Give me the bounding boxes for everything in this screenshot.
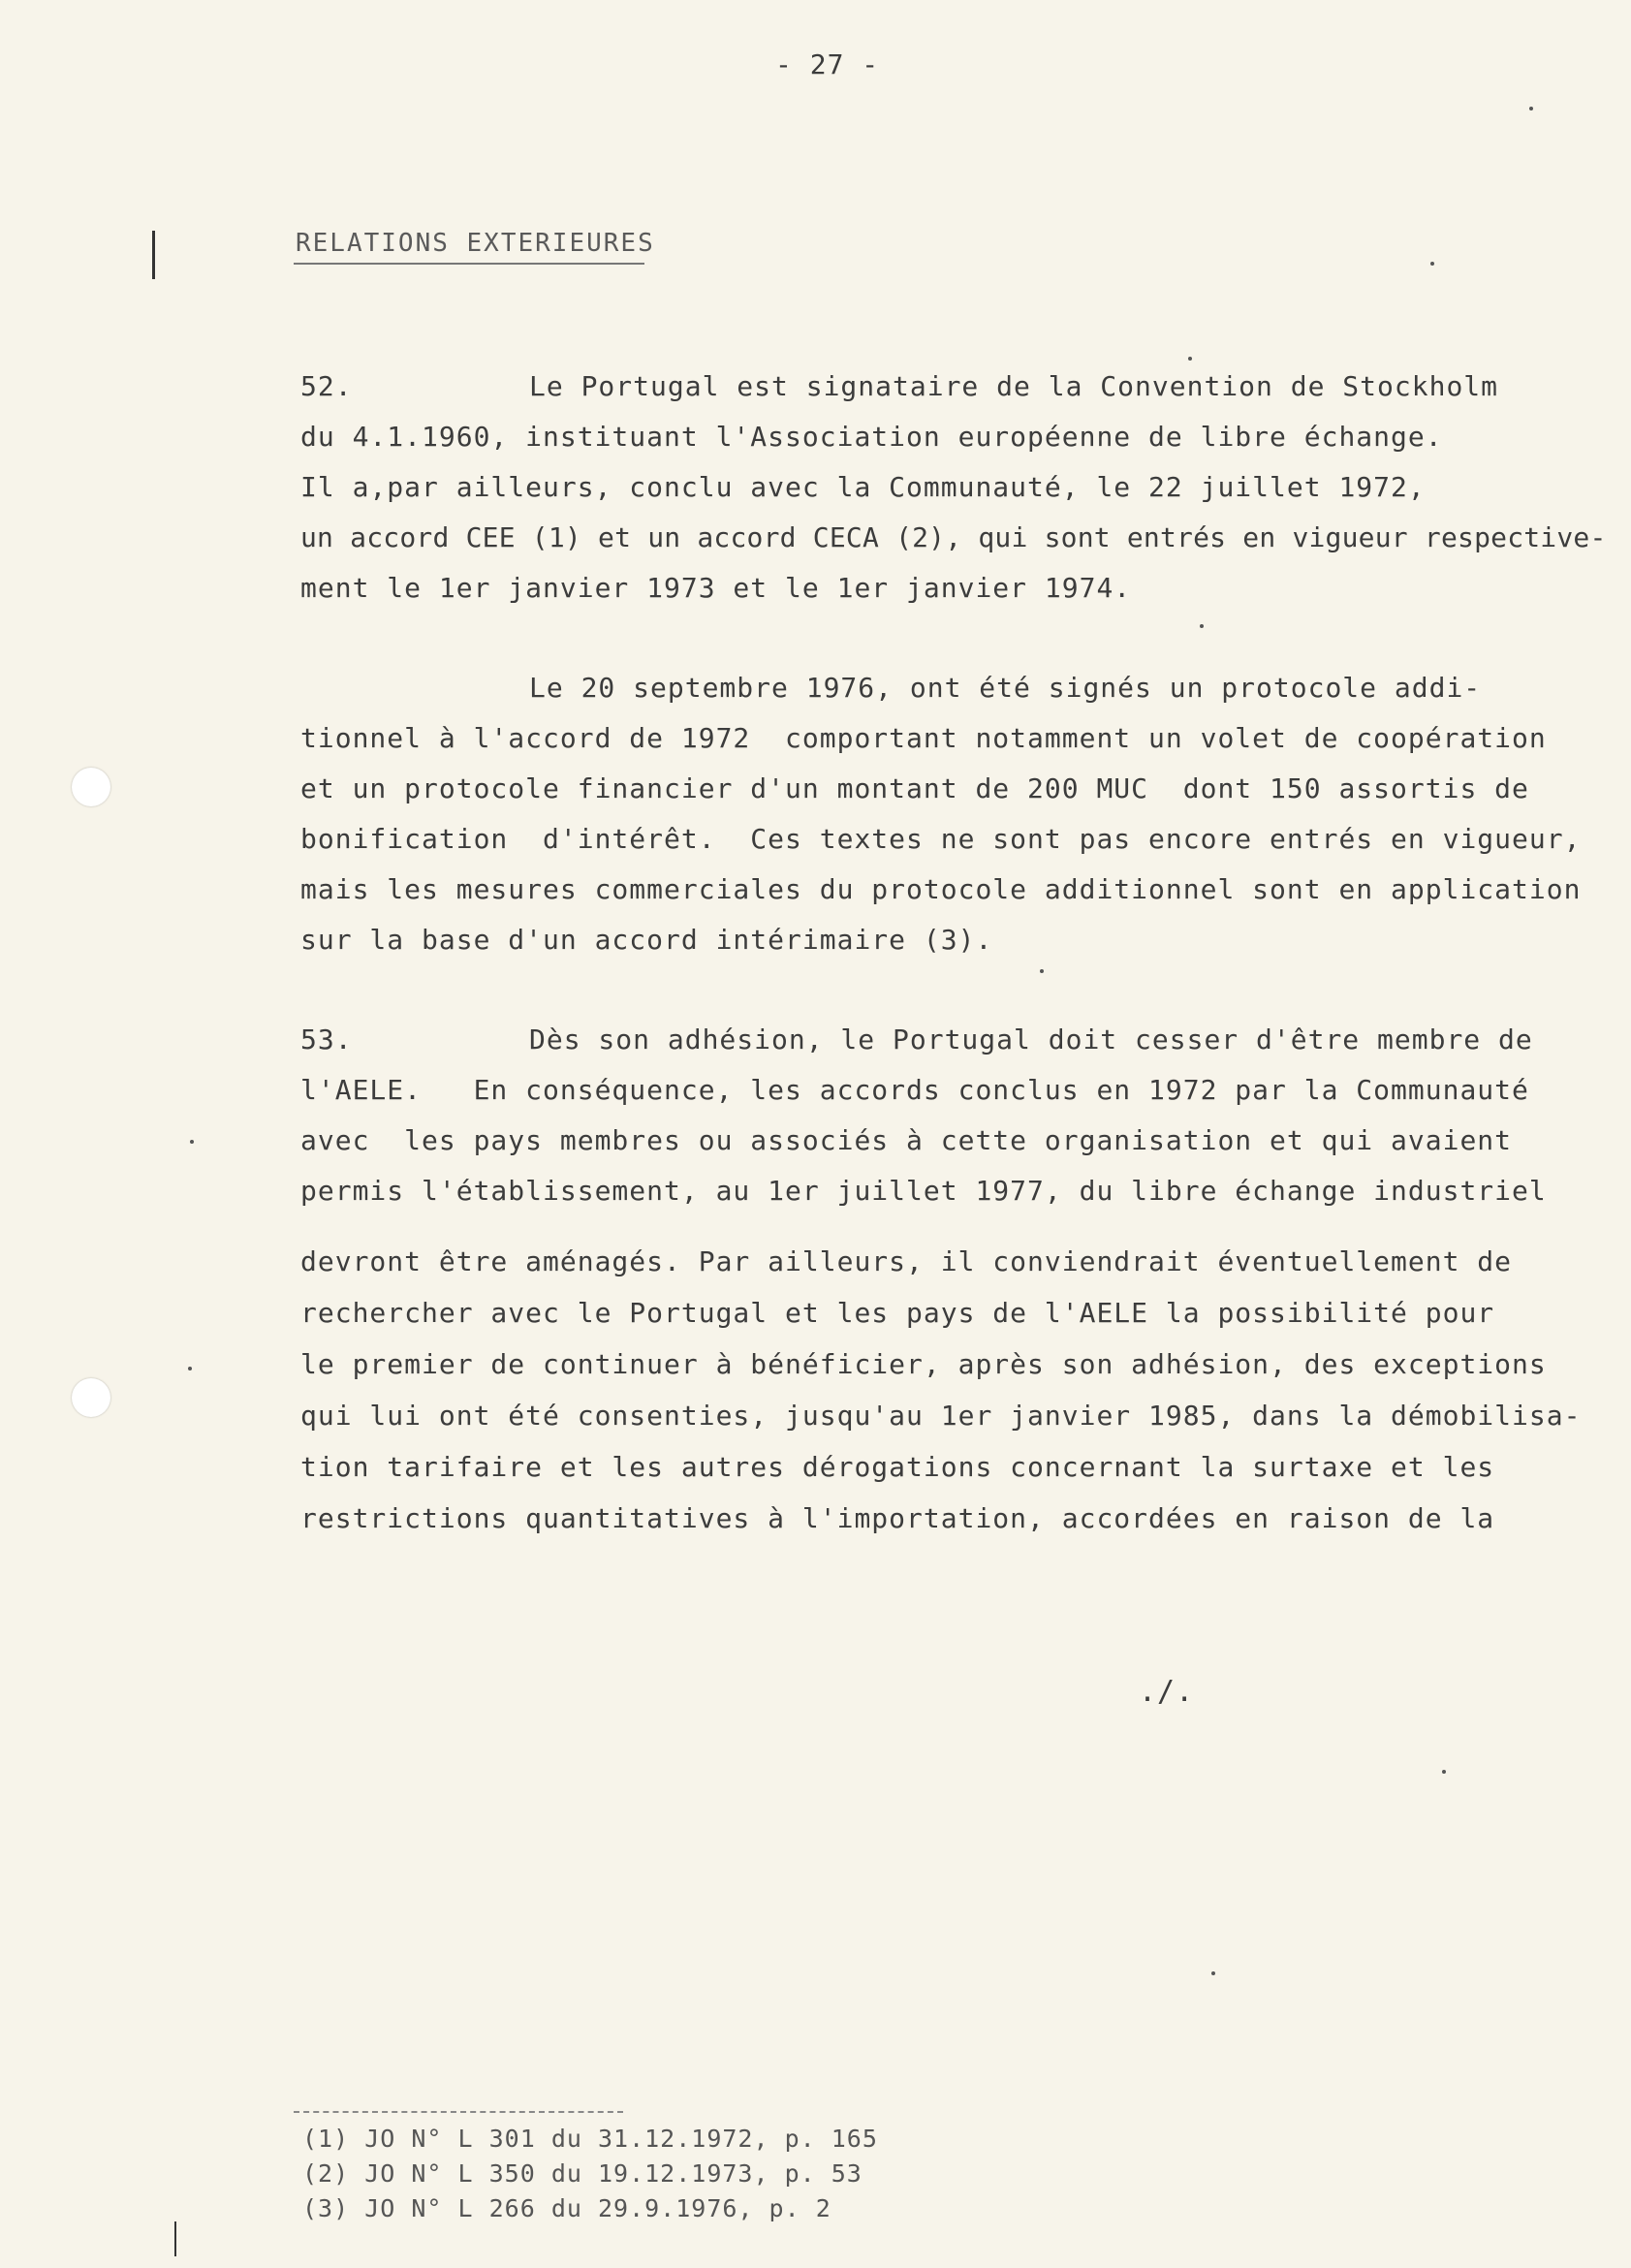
scan-speck	[1040, 969, 1044, 973]
paragraph-53-line-3: avec les pays membres ou associés à cette organisation et qui avaient	[300, 1124, 1513, 1156]
paragraph-53-line-4: permis l'établissement, au 1er juillet 1977, du libre échange industriel	[300, 1175, 1547, 1207]
paragraph-52b-line-4: bonification d'intérêt. Ces textes ne sont pas encore entrés en vigueur,	[300, 823, 1582, 855]
footnote-2: (2) JO N° L 350 du 19.12.1973, p. 53	[302, 2159, 863, 2188]
paragraph-53-line-2: l'AELE. En conséquence, les accords conclus en 1972 par la Communauté	[300, 1074, 1529, 1106]
paragraph-53-line-5: devront être aménagés. Par ailleurs, il conviendrait éventuellement de	[300, 1245, 1513, 1277]
paragraph-53-line-8: qui lui ont été consenties, jusqu'au 1er janvier 1985, dans la démobilisa-	[300, 1400, 1582, 1432]
paragraph-52-line-2: du 4.1.1960, instituant l'Association européenne de libre échange.	[300, 421, 1443, 453]
scan-speck	[1188, 357, 1192, 361]
punch-hole-top	[72, 768, 110, 806]
paragraph-53-line-9: tion tarifaire et les autres dérogations concernant la surtaxe et les	[300, 1451, 1495, 1483]
footnote-3: (3) JO N° L 266 du 29.9.1976, p. 2	[302, 2194, 831, 2222]
scan-speck	[188, 1367, 192, 1370]
scan-speck	[1200, 624, 1204, 628]
margin-bar-bottom	[174, 2221, 176, 2256]
scan-speck	[1442, 1770, 1446, 1774]
paragraph-52-line-4: un accord CEE (1) et un accord CECA (2), qui sont entrés en vigueur respective-	[300, 521, 1607, 553]
paragraph-52-line-5: ment le 1er janvier 1973 et le 1er janvier 1974.	[300, 572, 1132, 604]
section-heading: RELATIONS EXTERIEURES	[296, 229, 655, 258]
section-heading-underline	[294, 263, 644, 265]
paragraph-52b-line-1: Le 20 septembre 1976, ont été signés un protocole addi-	[529, 672, 1482, 704]
footnote-separator	[294, 2111, 623, 2113]
paragraph-53-line-10: restrictions quantitatives à l'importation, accordées en raison de la	[300, 1502, 1495, 1534]
paragraph-52b-line-6: sur la base d'un accord intérimaire (3).	[300, 924, 993, 956]
paragraph-number-53: 53.	[300, 1024, 353, 1055]
paragraph-53-line-1: Dès son adhésion, le Portugal doit cesser d'être membre de	[529, 1024, 1533, 1055]
scan-speck	[1529, 107, 1533, 110]
paragraph-number-52: 52.	[300, 370, 353, 402]
paragraph-52-line-3: Il a,par ailleurs, conclu avec la Communauté, le 22 juillet 1972,	[300, 471, 1426, 503]
paragraph-52b-line-5: mais les mesures commerciales du protocole additionnel sont en application	[300, 873, 1582, 905]
paragraph-52b-line-3: et un protocole financier d'un montant de 200 MUC dont 150 assortis de	[300, 772, 1529, 804]
paragraph-52b-line-2: tionnel à l'accord de 1972 comportant notamment un volet de coopération	[300, 722, 1547, 754]
continuation-mark: ./.	[1139, 1675, 1195, 1709]
scan-speck	[1211, 1971, 1215, 1975]
footnote-1: (1) JO N° L 301 du 31.12.1972, p. 165	[302, 2125, 878, 2153]
scan-speck	[1430, 262, 1434, 266]
punch-hole-bottom	[72, 1378, 110, 1417]
margin-bar-top	[152, 231, 155, 279]
paragraph-53-line-7: le premier de continuer à bénéficier, après son adhésion, des exceptions	[300, 1348, 1547, 1380]
scan-speck	[190, 1140, 194, 1144]
page-number: - 27 -	[775, 48, 880, 80]
paragraph-53-line-6: rechercher avec le Portugal et les pays de l'AELE la possibilité pour	[300, 1297, 1495, 1329]
paragraph-52-line-1: Le Portugal est signataire de la Convention de Stockholm	[529, 370, 1499, 402]
